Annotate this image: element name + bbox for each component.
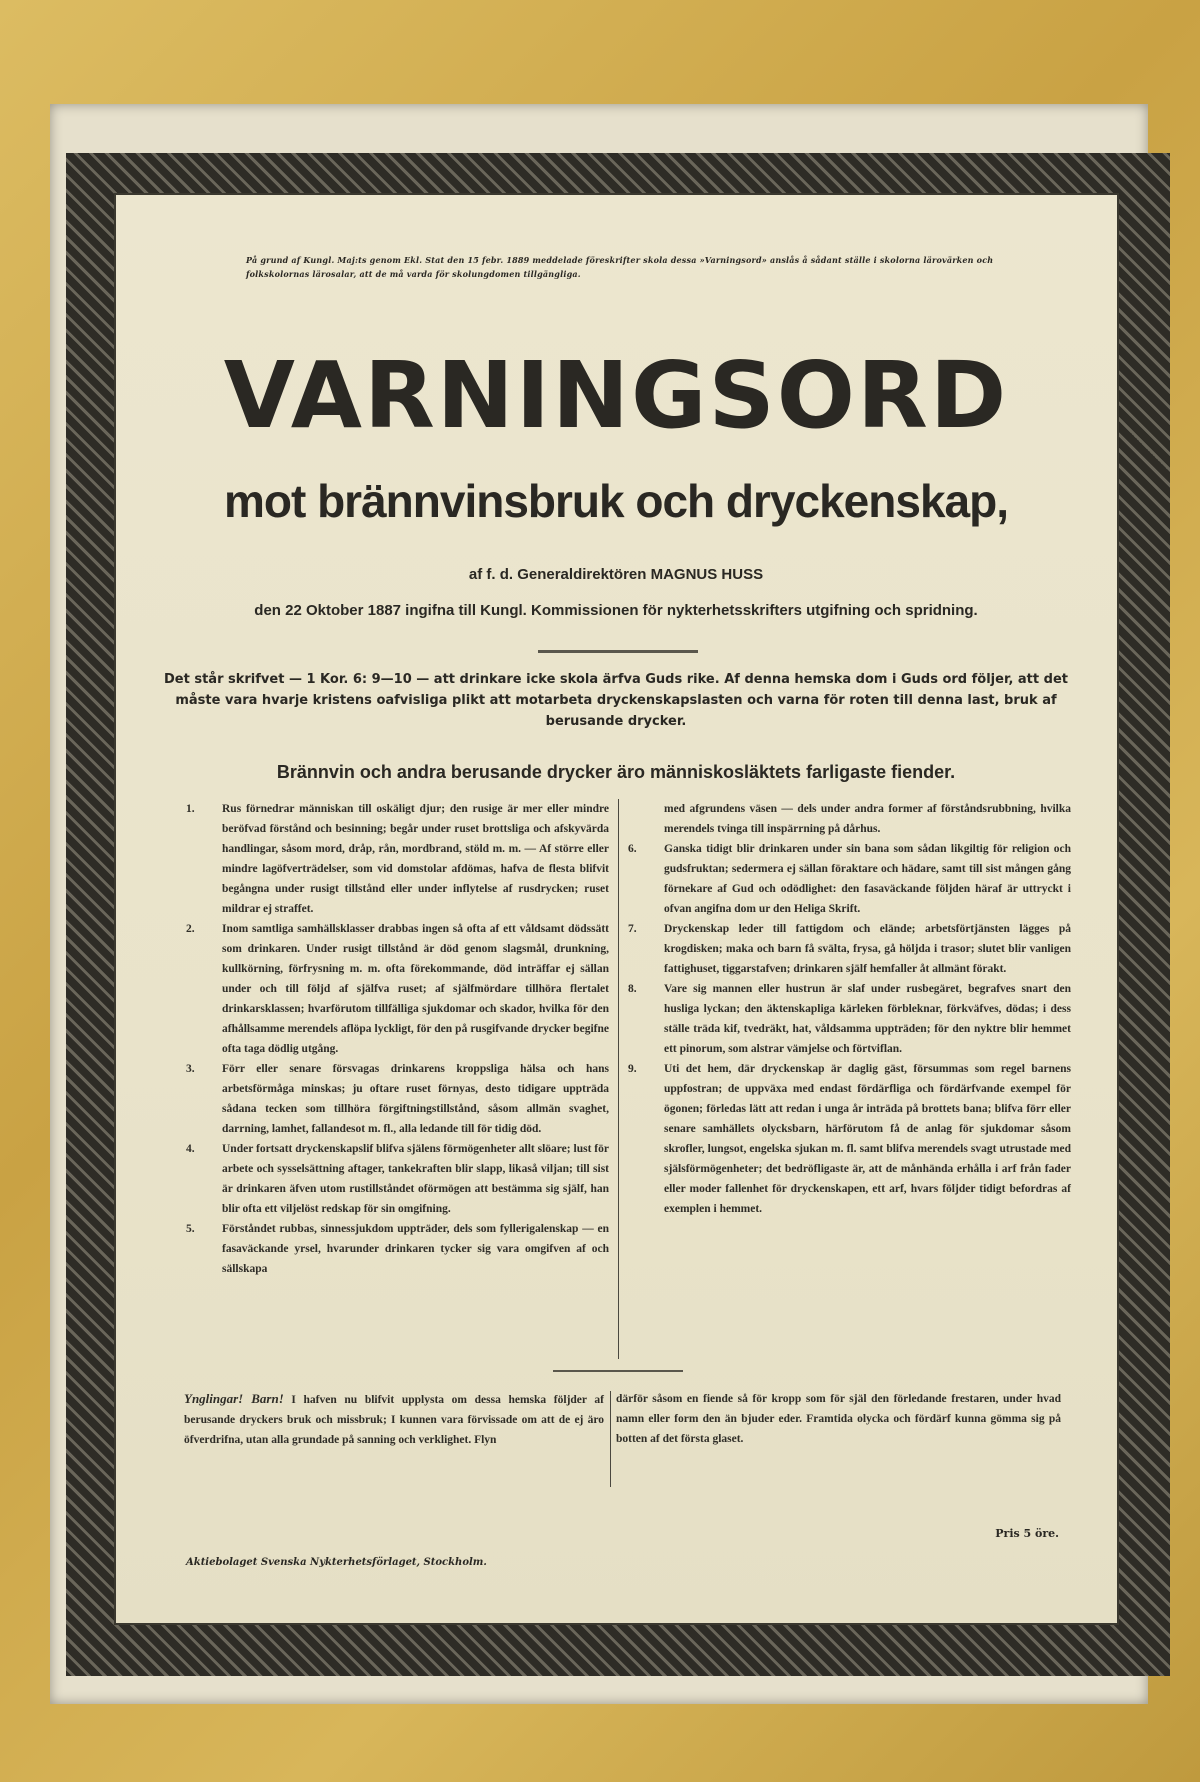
item-text: Inom samtliga samhällsklasser drabbas ingen så ofta af ett våldsamt dödssätt som drinkaren. Under rusigt tillstånd är död genom slagsmål, drunkning, kullkörning, förfrysning m. m. ofta förekommande, död inträffar ej sällan under och till följd af själfva ruset; af själfmördare tillhöra flertalet drinkarsklassen; hvarförutom tillfälliga sjukdomar och skador, hvilka för den afhållsamme merendels aflöpa lyckligt, för den på rusgifvande drycker begifne ofta taga dödlig utgång. [222,923,609,1055]
closing-lead: Ynglingar! Barn! [184,1391,284,1406]
closing-left-text: I hafven nu blifvit upplysta om dessa hemska följder af berusande dryckers bruk och missbruk; I kunnen vara förvissade om att de ej äro öfverdrifna, utan alla grundade på sanning och verklighet. Flyn [184,1394,605,1446]
author-line: af f. d. Generaldirektören MAGNUS HUSS [468,566,764,583]
item-text: Under fortsatt dryckenskapslif blifva själens förmögenheter allt slöare; lust för arbete och sysselsättning aftager, tankekraften blir slapp, likaså viljan; till sist är drinkaren äfven utom rustillståndet oförmögen att bestämma sig själf, han blir ofta ett viljelöst redskap för sin omgifning. [222,1143,609,1215]
left-column [184,799,609,1279]
closing-right: därför såsom en fiende så för kropp som för själ den förledande frestaren, under hvad namn eller form den än bjuder eder. Framtida olycka och fördärf kunna gömma sig på botten af det första glaset. [616,1393,1061,1445]
list-item [626,799,1071,839]
list-item [184,919,609,1059]
poster-title: VARNINGSORD [223,342,1009,449]
right-column [626,799,1071,1219]
item-text: Ganska tidigt blir drinkaren under sin bana som sådan likgiltig för religion och gudsfruktan; sedermera ej sällan föraktare och hädare, samt till sist mången gång förnekare af Gud och odödlighet: den fasaväckande följden häraf är uttryckt i ofvan angifna dom ur den Heliga Skrift. [664,843,1071,915]
item-number: 6. [628,843,637,855]
divider [538,650,698,653]
item-number: 8. [628,983,637,995]
list-item [184,1139,609,1219]
item-number: 7. [628,923,637,935]
column-divider [610,1391,611,1487]
item-number: 2. [186,923,195,935]
column-divider [618,799,619,1359]
list-item [184,1059,609,1139]
list-item [626,1059,1071,1219]
intro-note: På grund af Kungl. Maj:ts genom Ekl. Stat den 15 febr. 1889 meddelade föreskrifter skola dessa »Varningsord» anslås å sådant ställe i skolorna lärovärken och folkskolornas lärosalar, att de må varda för skolungdomen tillgängliga. [246,255,994,279]
item-text: Förr eller senare försvagas drinkarens kroppsliga hälsa och hans arbetsförmåga minskas; ju oftare ruset förnyas, desto tidigare uppträda sådana tecken som tillhöra förgiftningstillstånd, såsom allmän svaghet, darrning, lamhet, fallandesot m. fl., alla ledande till för tidig död. [222,1063,609,1135]
item-number: 9. [628,1063,637,1075]
verse-text: Det står skrifvet — 1 Kor. 6: 9—10 — att drinkare icke skola ärfva Guds rike. Af denna hemska dom i Guds ord följer, att det måste vara hvarje kristens oafvisliga plikt att motarbeta dryckenskapslasten och varna för roten till denna last, bruk af berusande drycker. [164,672,1068,729]
date-line: den 22 Oktober 1887 ingifna till Kungl. Kommissionen för nykterhetsskrifters utgifning och spridning. [254,602,978,619]
poster-paper [114,193,1119,1625]
list-item [626,919,1071,979]
closing-left [184,1389,604,1450]
poster-subtitle: mot brännvinsbruk och dryckenskap, [223,475,1008,527]
list-item [184,1219,609,1279]
list-item [184,799,609,919]
item-text: Rus förnedrar människan till oskäligt djur; den rusige är mer eller mindre beröfvad förstånd och besinning; begår under ruset brottsliga och afskyvärda handlingar, såsom mord, dråp, rån, mordbrand, stöld m. m. — Af större eller mindre lagöfverträdelser, som vid domstolar afdömas, hafva de flesta blifvit begångna under rusigt tillstånd eller under inflytelse af rusdrycken; ruset mildrar ej straffet. [222,803,609,915]
price: Pris 5 öre. [995,1527,1059,1540]
item-text: Dryckenskap leder till fattigdom och elände; arbetsförtjänsten lägges på krogdisken; maka och barn få svälta, frysa, gå höljda i trasor; slutet blir vanligen fattighuset, tiggarstafven; drinkaren själf hemfaller åt allmänt förakt. [664,923,1071,975]
publisher: Aktiebolaget Svenska Nykterhetsförlaget, Stockholm. [186,1557,487,1568]
item-number: 5. [186,1223,195,1235]
item-number: 1. [186,803,195,815]
divider [553,1370,683,1372]
item-text: Uti det hem, där dryckenskap är daglig gäst, försummas som regel barnens uppfostran; de uppväxa med endast fördärfliga och fördärfvande exempel för ögonen; förledas lätt att redan i unga år inträda på brottets bana; blifva förr eller senare samhällets olycksbarn, härförutom få de anlag för sjukdomar såsom skrofler, lungsot, engelska sjukan m. fl. samt blifva merendels svagt utrustade med själsförmögenheter; det bedröfligaste är, att de månhända erhålla i arf från fader eller moder fallenhet för dryckenskapen, ett arf, hvars följder tidigt befordras af exemplen i hemmet. [664,1063,1071,1215]
section-heading: Brännvin och andra berusande drycker äro människosläktets farligaste fiender. [276,762,956,782]
list-item [626,979,1071,1059]
item-text: Förståndet rubbas, sinnessjukdom uppträder, dels som fyllerigalenskap — en fasaväckande yrsel, hvarunder drinkaren tycker sig vara omgifven af och sällskapa [222,1223,609,1275]
item-text: Vare sig mannen eller hustrun är slaf under rusbegäret, begrafves snart den husliga lyckan; den äktenskapliga kärleken förbleknar, förkväfves, dödas; i dess ställe träda kif, tvedräkt, hat, våldsamma uppträden; för den nyktre blir hemmet ett pinorum, som alstrar vämjelse och förtviflan. [664,983,1071,1055]
list-item [626,839,1071,919]
item-number: 4. [186,1143,195,1155]
item-number: 3. [186,1063,195,1075]
item-text: med afgrundens väsen — dels under andra former af förståndsrubbning, hvilka merendels tvinga till inspärrning på dårhus. [664,803,1071,835]
